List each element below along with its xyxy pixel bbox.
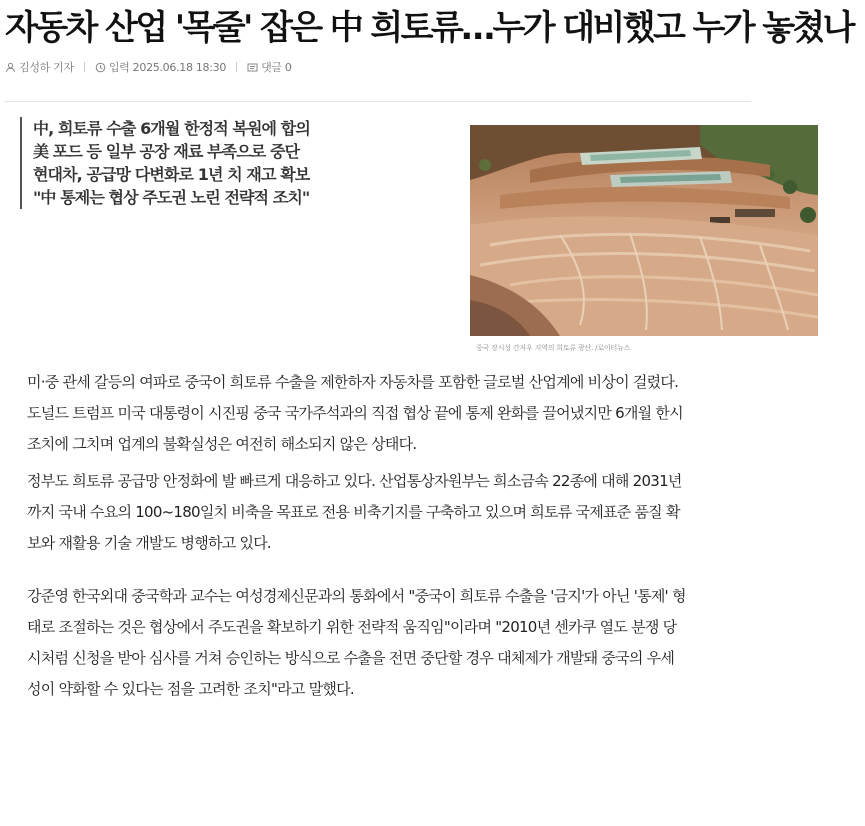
article-body (27, 367, 749, 705)
paragraph-line: 보와 재활용 기술 개발도 병행하고 있다. (27, 534, 271, 552)
paragraph-line: 시처럼 신청을 받아 심사를 거쳐 승인하는 방식으로 수출을 전면 중단할 경우 대체제가 개발돼 중국의 우세 (27, 649, 675, 667)
summary-line: 美 포드 등 일부 공장 재료 부족으로 중단 (33, 142, 300, 161)
paragraph-line: 미·중 관세 갈등의 여파로 중국이 희토류 수출을 제한하자 자동차를 포함한 글로벌 산업계에 비상이 걸렸다. (27, 373, 679, 391)
comment-icon (247, 62, 258, 73)
article-summary (20, 117, 353, 209)
summary-line: 현대차, 공급망 다변화로 1년 치 재고 확보 (33, 165, 310, 184)
body-paragraph (27, 466, 749, 559)
body-paragraph (27, 367, 749, 460)
summary-line: 中, 희토류 수출 6개월 한정적 복원에 합의 (33, 119, 310, 138)
summary-line: "中 통제는 협상 주도권 노린 전략적 조치" (33, 188, 310, 207)
meta-divider (236, 62, 237, 72)
author-name: 김성하 기자 (19, 61, 74, 74)
paragraph-line: 강준영 한국외대 중국학과 교수는 여성경제신문과의 통화에서 "중국이 희토류 수출을 '금지'가 아닌 '통제' 형 (27, 587, 686, 605)
person-icon (5, 62, 16, 73)
article-headline: 자동차 산업 '목줄' 잡은 中 희토류…누가 대비했고 누가 놓쳤나 (5, 8, 853, 48)
photo-caption: 중국 장시성 간저우 지역의 희토류 광산. /로이터뉴스 (476, 344, 631, 352)
author-info[interactable] (5, 59, 74, 75)
header-divider (5, 101, 751, 102)
paragraph-line: 조치에 그치며 업계의 불확실성은 여전히 해소되지 않은 상태다. (27, 435, 417, 453)
clock-icon (95, 62, 106, 73)
paragraph-line: 태로 조절하는 것은 협상에서 주도권을 확보하기 위한 전략적 움직임"이라며 "2010년 센카쿠 열도 분쟁 당 (27, 618, 677, 636)
meta-divider (84, 62, 85, 72)
body-paragraph (27, 581, 749, 705)
comment-link[interactable] (247, 59, 292, 75)
article-photo[interactable] (470, 125, 818, 336)
publish-info (95, 59, 226, 75)
article-meta (5, 59, 292, 75)
paragraph-line: 도널드 트럼프 미국 대통령이 시진핑 중국 국가주석과의 직접 협상 끝에 통제 완화를 끌어냈지만 6개월 한시 (27, 404, 683, 422)
paragraph-line: 정부도 희토류 공급망 안정화에 발 빠르게 대응하고 있다. 산업통상자원부는 희소금속 22종에 대해 2031년 (27, 472, 682, 490)
publish-date: 입력 2025.06.18 18:30 (108, 61, 227, 74)
paragraph-line: 성이 약화할 수 있다는 점을 고려한 조치"라고 말했다. (27, 680, 354, 698)
comment-count: 댓글 0 (261, 61, 292, 74)
paragraph-line: 까지 국내 수요의 100~180일치 비축을 목표로 전용 비축기지를 구축하고 있으며 희토류 국제표준 품질 확 (27, 503, 680, 521)
